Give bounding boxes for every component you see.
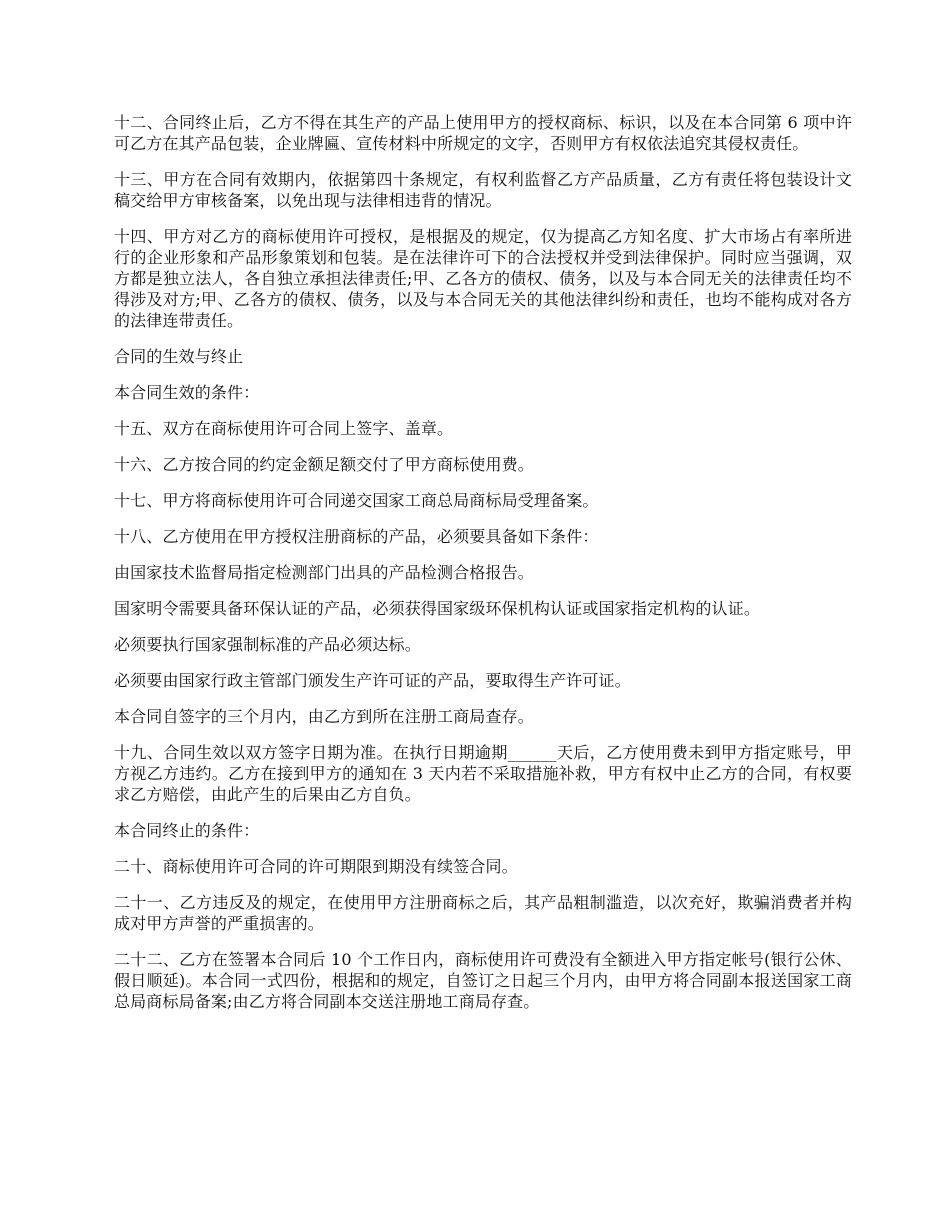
condition-environmental-certification: 国家明令需要具备环保认证的产品，必须获得国家级环保机构认证或国家指定机构的认证。	[114, 599, 761, 618]
condition-mandatory-standard: 必须要执行国家强制标准的产品必须达标。	[114, 635, 421, 654]
clause-19: 十九、合同生效以双方签字日期为准。在执行日期逾期______天后，乙方使用费未到甲方指定账号，甲方视乙方违约。乙方在接到甲方的通知在 3 天内若不采取措施补救，甲方有权中止乙方的合同，有权要求乙方赔偿，由此产生的后果由乙方自负。	[114, 743, 852, 804]
condition-inspection-report: 由国家技术监督局指定检测部门出具的产品检测合格报告。	[114, 563, 534, 582]
document-body	[114, 112, 852, 1027]
clause-20: 二十、商标使用许可合同的许可期限到期没有续签合同。	[114, 857, 518, 876]
clause-22: 二十二、乙方在签署本合同后 10 个工作日内，商标使用许可费没有全额进入甲方指定帐号(银行公休、假日顺延)。本合同一式四份，根据和的规定，自签订之日起三个月内，由甲方将合同副本报送国家工商总局商标局备案;由乙方将合同副本交送注册地工商局存查。	[114, 950, 852, 1011]
subheading-termination-conditions: 本合同终止的条件：	[114, 821, 260, 840]
clause-14: 十四、甲方对乙方的商标使用许可授权，是根据及的规定，仅为提高乙方知名度、扩大市场占有率所进行的企业形象和产品形象策划和包装。是在法律许可下的合法授权并受到法律保护。同时应当强调，双方都是独立法人，各自独立承担法律责任;甲、乙各方的债权、债务，以及与本合同无关的法律责任均不得涉及对方;甲、乙各方的债权、债务，以及与本合同无关的其他法律纠纷和责任，也均不能构成对各方的法律连带责任。	[114, 227, 852, 330]
section-heading-effect-termination: 合同的生效与终止	[114, 347, 244, 366]
filing-note: 本合同自签字的三个月内，由乙方到所在注册工商局查存。	[114, 707, 534, 726]
clause-21: 二十一、乙方违反及的规定，在使用甲方注册商标之后，其产品粗制滥造，以次充好，欺骗消费者并构成对甲方声誉的严重损害的。	[114, 893, 852, 933]
clause-18: 十八、乙方使用在甲方授权注册商标的产品，必须要具备如下条件：	[114, 527, 599, 546]
clause-12: 十二、合同终止后，乙方不得在其生产的产品上使用甲方的授权商标、标识，以及在本合同第 6 项中许可乙方在其产品包装，企业牌匾、宣传材料中所规定的文字，否则甲方有权依法追究其侵权责任。	[114, 113, 852, 153]
clause-13: 十三、甲方在合同有效期内，依据第四十条规定，有权利监督乙方产品质量，乙方有责任将包装设计文稿交给甲方审核备案，以免出现与法律相违背的情况。	[114, 170, 852, 210]
condition-production-license: 必须要由国家行政主管部门颁发生产许可证的产品，要取得生产许可证。	[114, 671, 631, 690]
clause-16: 十六、乙方按合同的约定金额足额交付了甲方商标使用费。	[114, 455, 534, 474]
clause-17: 十七、甲方将商标使用许可合同递交国家工商总局商标局受理备案。	[114, 491, 599, 510]
clause-15: 十五、双方在商标使用许可合同上签字、盖章。	[114, 419, 454, 438]
subheading-effective-conditions: 本合同生效的条件：	[114, 383, 260, 402]
